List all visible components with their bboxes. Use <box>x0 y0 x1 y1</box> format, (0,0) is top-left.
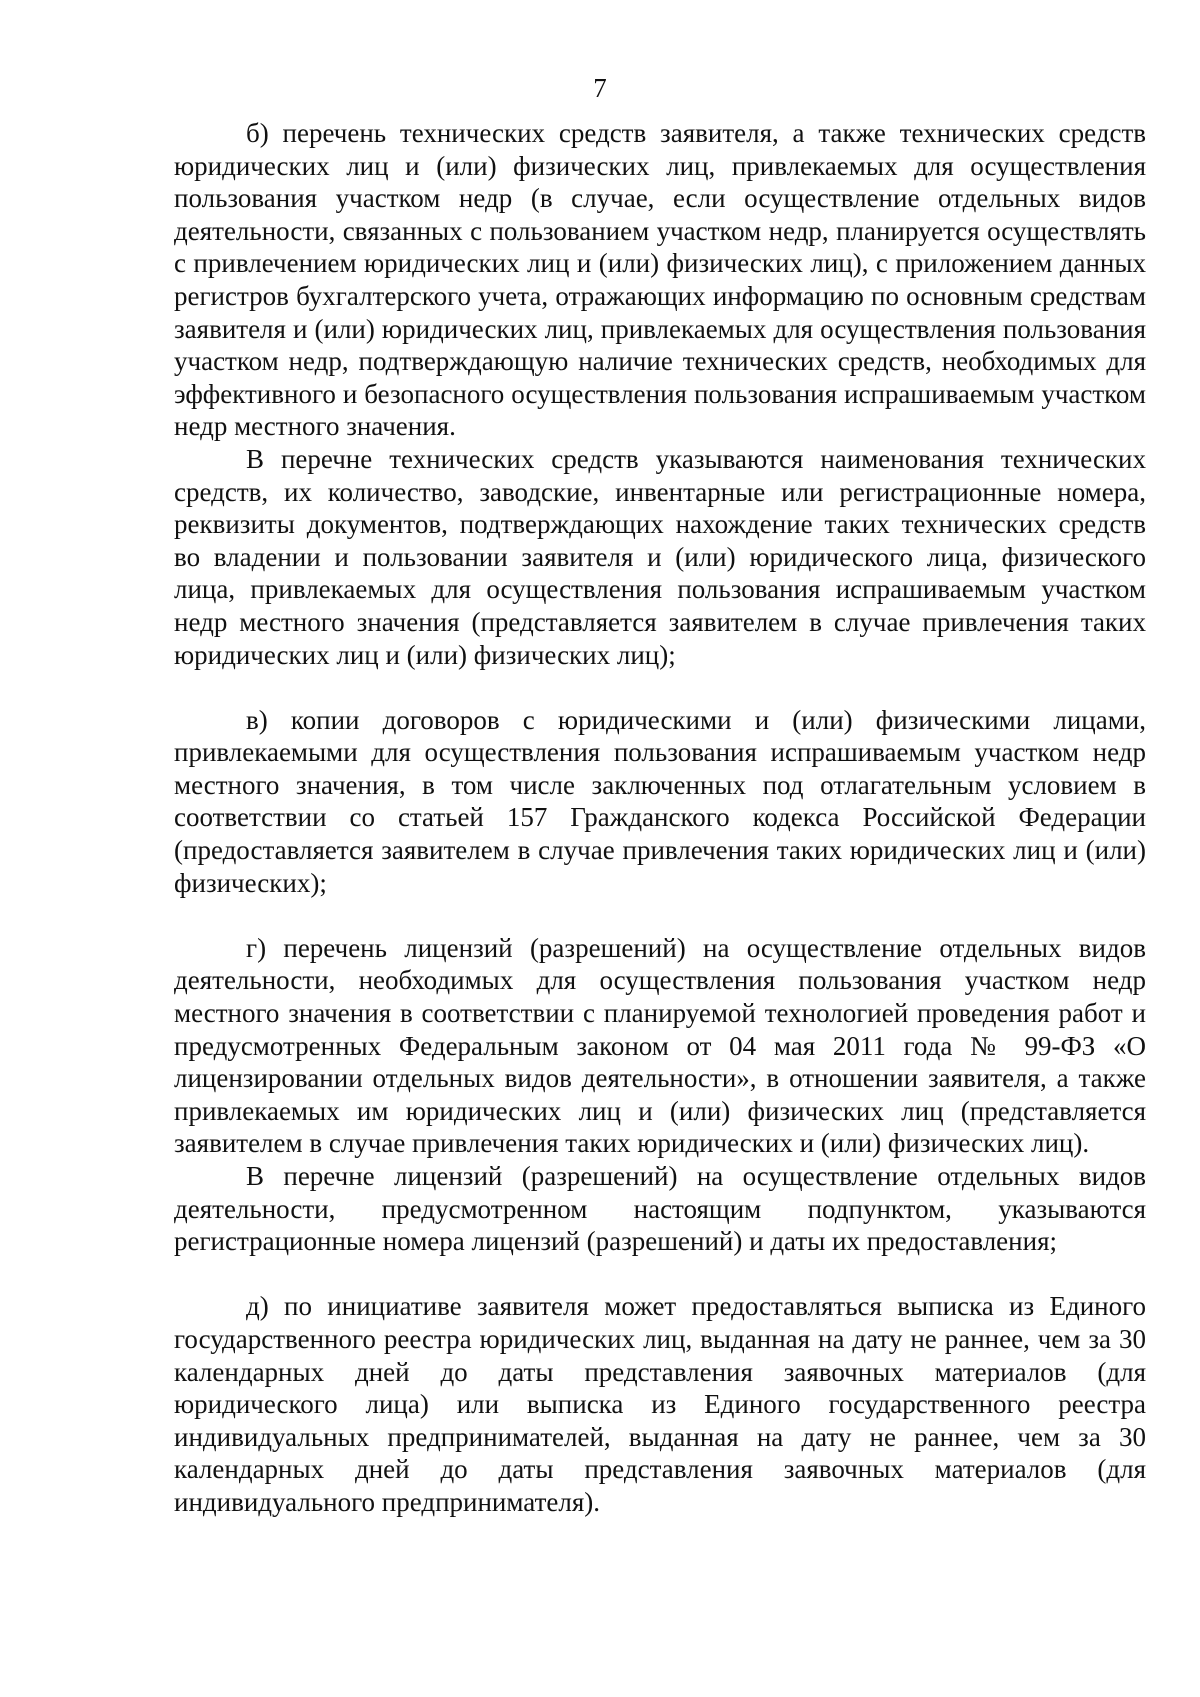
paragraph-g: г) перечень лицензий (разрешений) на осуществление отдельных видов деятельности, необходимых для осуществления пользования участком недр местного значения в соответствии с планируемой технологией проведения работ и предусмотренных Федеральным законом от 04 мая 2011 года № 99-ФЗ «О лицензировании отдельных видов деятельности», в отношении заявителя, а также привлекаемых им юридических лиц и (или) физических лиц (представляется заявителем в случае привлечения таких юридических и (или) физических лиц). <box>174 932 1146 1159</box>
paragraph-v: в) копии договоров с юридическими и (или) физическими лицами, привлекаемыми для осуществления пользования испрашиваемым участком недр местного значения, в том числе заключенных под отлагательным условием в соответствии со статьей 157 Гражданского кодекса Российской Федерации (предоставляется заявителем в случае привлечения таких юридических лиц и (или) физических); <box>174 704 1146 898</box>
paragraph-g-details: В перечне лицензий (разрешений) на осуществление отдельных видов деятельности, предусмотренном настоящим подпунктом, указываются регистрационные номера лицензий (разрешений) и даты их предоставления; <box>174 1161 1146 1257</box>
paragraph-b-details: В перечне технических средств указываются наименования технических средств, их количество, заводские, инвентарные или регистрационные номера, реквизиты документов, подтверждающих нахождение таких технических средств во владении и пользовании заявителя и (или) юридического лица, физического лица, привлекаемых для осуществления пользования испрашиваемым участком недр местного значения (представляется заявителем в случае привлечения таких юридических лиц и (или) физических лиц); <box>174 443 1146 670</box>
document-body <box>174 117 1146 1519</box>
paragraph-b: б) перечень технических средств заявителя, а также технических средств юридических лиц и (или) физических лиц, привлекаемых для осуществления пользования участком недр (в случае, если осуществление отдельных видов деятельности, связанных с пользованием участком недр, планируется осуществлять с привлечением юридических лиц и (или) физических лиц), с приложением данных регистров бухгалтерского учета, отражающих информацию по основным средствам заявителя и (или) юридических лиц, привлекаемых для осуществления пользования участком недр, подтверждающую наличие технических средств, необходимых для эффективного и безопасного осуществления пользования испрашиваемым участком недр местного значения. <box>174 118 1146 442</box>
page-number: 7 <box>593 73 607 103</box>
paragraph-d: д) по инициативе заявителя может предоставляться выписка из Единого государственного реестра юридических лиц, выданная на дату не раннее, чем за 30 календарных дней до даты представления заявочных материалов (для юридического лица) или выписка из Единого государственного реестра индивидуальных предпринимателей, выданная на дату не раннее, чем за 30 календарных дней до даты представления заявочных материалов (для индивидуального предпринимателя). <box>174 1291 1146 1517</box>
